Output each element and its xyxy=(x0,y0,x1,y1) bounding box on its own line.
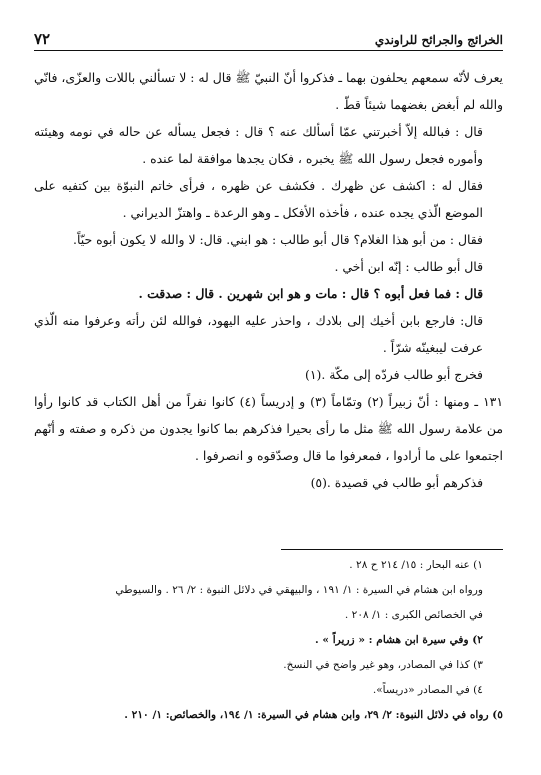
footnote-4: ٤) في المصادر «دريساً». xyxy=(372,684,483,696)
paragraph-4: فقال : من أبو هذا الغلام؟ قال أبو طالب : هو ابني. قال: لا والله لا يكون أبوه حيّاً. xyxy=(73,232,483,247)
paragraph-1: يعرف لأنّه سمعهم يحلفون بهما ـ فذكروا أنّ النبيّ ﷺ قال له : لا تسألني باللات والعزّى، فانّي والله لم أبغض بغضهما شيئاً قطّ . xyxy=(34,70,503,112)
footnote-1-cont: ورواه ابن هشام في السيرة : ١/ ١٩١ ، والبيهقي في دلائل النبوة : ٢/ ٢٦ . والسيوطي xyxy=(115,584,483,596)
running-title: الخرائج والجرائح للراوندي xyxy=(374,33,503,47)
paragraph-3: فقال له : اكشف عن ظهرك . فكشف عن ظهره ، فرأى خاتم النبوّة بين كتفيه على الموضع الّذي يجده عنده ، فأخذه الأفكل ـ وهو الرعدة ـ واهتزّ الديراني . xyxy=(34,178,483,220)
footnotes xyxy=(34,553,503,728)
paragraph-2: قال : فبالله إلاّ أخبرتني عمّا أسألك عنه ؟ قال : فجعل يسأله عن حاله في نومه وهيئته وأموره فجعل رسول الله ﷺ يخبره ، فكان يجدها موافقة لما عنده . xyxy=(34,124,483,166)
footnote-1: ١) عنه البحار : ١٥/ ٢١٤ ح ٢٨ . xyxy=(349,559,483,571)
paragraph-6: قال : فما فعل أبوه ؟ قال : مات و هو ابن شهرين . قال : صدقت . xyxy=(138,286,483,301)
page-number: ٧٢ xyxy=(34,30,51,48)
paragraph-7: قال: فارجع بابن أخيك إلى بلادك ، واحذر عليه اليهود، فوالله لئن رأته وعرفوا منه الّذي عرفت ليبغينّه شرّاً . xyxy=(34,313,483,355)
paragraph-5: قال أبو طالب : إنّه ابن أخي . xyxy=(334,259,483,274)
footnote-2: ٢) وفي سيرة ابن هشام : « زريراً » . xyxy=(315,634,483,646)
paragraph-10: فذكرهم أبو طالب في قصيدة .(٥) xyxy=(310,475,483,490)
footnote-3: ٣) كذا في المصادر، وهو غير واضح في النسخ. xyxy=(283,659,483,671)
footnote-divider xyxy=(281,549,503,550)
footnote-1-cont-2: في الخصائص الكبرى : ١/ ٢٠٨ . xyxy=(344,609,483,621)
footnote-5: ٥) رواه في دلائل النبوة: ٢/ ٢٩، وابن هشام في السيرة: ١/ ١٩٤، والخصائص: ١/ ٢١٠ . xyxy=(124,709,503,721)
main-text xyxy=(34,64,503,496)
page-header xyxy=(34,24,503,51)
paragraph-8: فخرج أبو طالب فردّه إلى مكّة .(١) xyxy=(305,367,483,382)
paragraph-9: ١٣١ ـ ومنها : أنّ زبيراً (٢) وتمّاماً (٣) و إدريساً (٤) كانوا نفراً من أهل الكتاب قد كانوا رأوا من علامة رسول الله ﷺ مثل ما رأى بحيرا فذكرهم بما كانوا يجدون من ذكره و صفته و أنّهم اجتمعوا على ما أرادوا ، فمعرفوا ما قال وصدّقوه و انصرفوا . xyxy=(34,394,503,463)
